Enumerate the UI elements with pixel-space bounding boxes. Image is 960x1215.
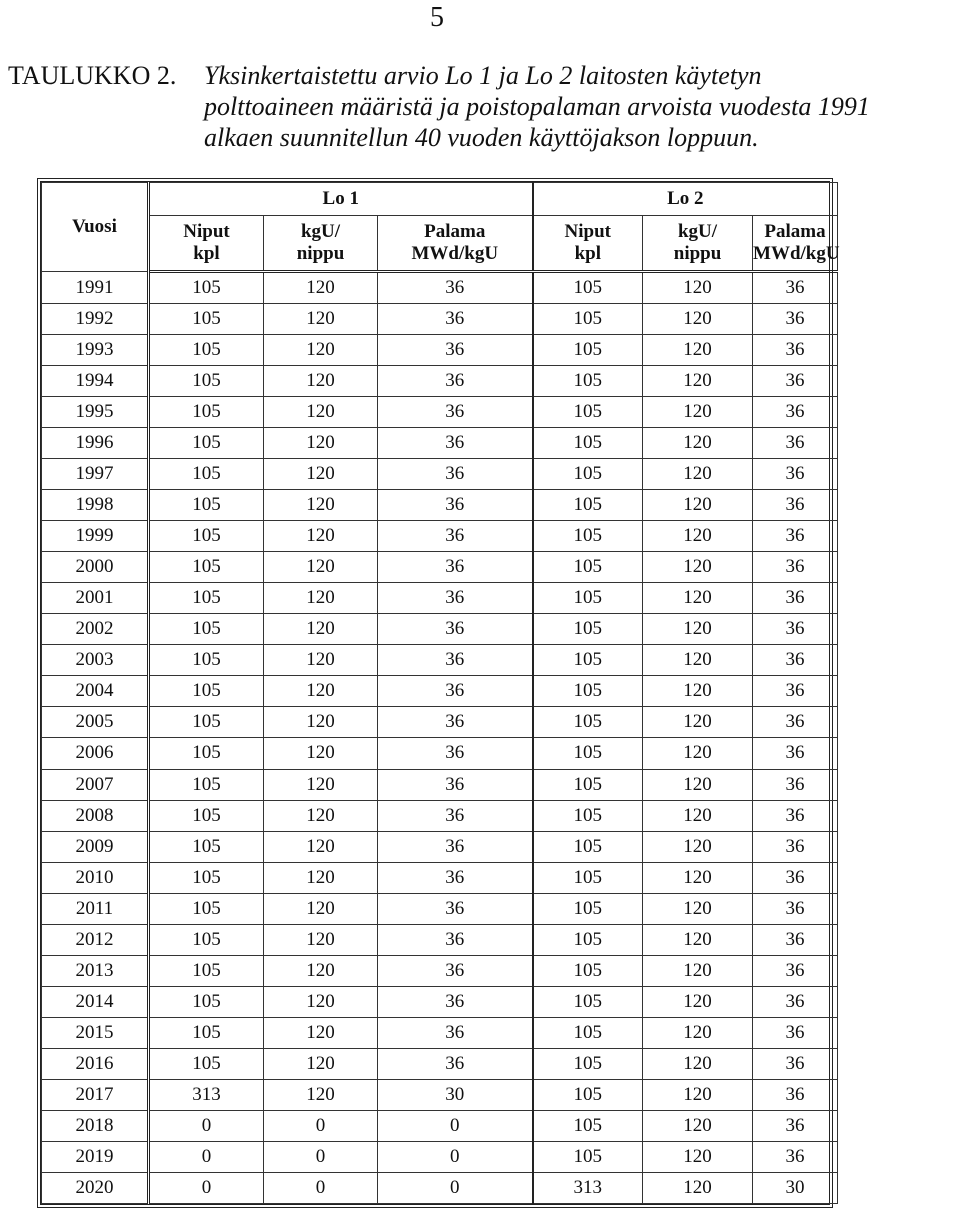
table-row	[42, 521, 838, 552]
table-cell: 120	[264, 1048, 378, 1079]
table-row	[42, 1141, 838, 1172]
table-row	[42, 800, 838, 831]
table-cell: 36	[378, 490, 533, 521]
table-cell: 120	[643, 955, 753, 986]
table-cell: 120	[643, 1110, 753, 1141]
table-cell: 120	[643, 676, 753, 707]
table-cell: 105	[149, 272, 264, 304]
table-cell: 36	[753, 645, 838, 676]
table-cell: 36	[378, 862, 533, 893]
table-cell: 105	[149, 707, 264, 738]
table-cell: 36	[378, 272, 533, 304]
year-cell: 2013	[42, 955, 149, 986]
year-cell: 1993	[42, 335, 149, 366]
table-cell: 36	[378, 459, 533, 490]
fuel-table-frame	[37, 178, 840, 1208]
table-cell: 120	[643, 552, 753, 583]
table-cell: 0	[264, 1141, 378, 1172]
fuel-table	[41, 182, 838, 1204]
year-cell: 1999	[42, 521, 149, 552]
table-cell: 105	[149, 676, 264, 707]
year-cell: 2002	[42, 614, 149, 645]
column-header	[643, 216, 753, 272]
caption-text: Yksinkertaistettu arvio Lo 1 ja Lo 2 laitosten käytetyn polttoaineen määristä ja poistopalaman arvoista vuodesta 1991 alkaen suunnitellun 40 vuoden käyttöjakson loppuun.	[204, 61, 870, 152]
table-cell: 313	[533, 1172, 643, 1203]
table-cell: 105	[149, 831, 264, 862]
table-cell: 30	[378, 1079, 533, 1110]
table-cell: 105	[533, 521, 643, 552]
table-cell: 105	[149, 769, 264, 800]
table-cell: 120	[643, 583, 753, 614]
year-cell: 1992	[42, 304, 149, 335]
year-cell: 2000	[42, 552, 149, 583]
page-number: 5	[430, 2, 444, 33]
column-header	[533, 216, 643, 272]
table-row	[42, 1172, 838, 1203]
table-cell: 105	[533, 397, 643, 428]
year-cell: 1994	[42, 366, 149, 397]
year-cell: 2009	[42, 831, 149, 862]
table-cell: 36	[378, 428, 533, 459]
table-cell: 120	[264, 583, 378, 614]
table-cell: 36	[753, 924, 838, 955]
table-cell: 120	[643, 986, 753, 1017]
table-cell: 36	[378, 335, 533, 366]
year-cell: 2004	[42, 676, 149, 707]
table-row	[42, 1048, 838, 1079]
table-cell: 36	[378, 769, 533, 800]
table-cell: 120	[264, 552, 378, 583]
table-cell: 36	[753, 800, 838, 831]
table-cell: 120	[643, 272, 753, 304]
table-cell: 36	[753, 1110, 838, 1141]
table-row	[42, 1110, 838, 1141]
table-cell: 120	[643, 459, 753, 490]
table-cell: 36	[753, 335, 838, 366]
table-cell: 120	[643, 335, 753, 366]
table-cell: 120	[264, 862, 378, 893]
table-cell: 0	[149, 1172, 264, 1203]
table-cell: 120	[264, 272, 378, 304]
column-header-row	[42, 216, 838, 272]
table-cell: 120	[643, 397, 753, 428]
table-cell: 105	[149, 459, 264, 490]
column-header	[264, 216, 378, 272]
table-cell: 36	[378, 707, 533, 738]
table-cell: 36	[753, 397, 838, 428]
table-cell: 105	[533, 831, 643, 862]
year-cell: 2007	[42, 769, 149, 800]
table-cell: 105	[533, 1048, 643, 1079]
table-cell: 120	[643, 614, 753, 645]
table-cell: 105	[533, 769, 643, 800]
table-cell: 36	[753, 521, 838, 552]
table-row	[42, 335, 838, 366]
caption-label: TAULUKKO 2.	[8, 61, 177, 90]
year-cell: 2019	[42, 1141, 149, 1172]
table-cell: 105	[533, 428, 643, 459]
table-cell: 120	[264, 459, 378, 490]
table-cell: 105	[149, 583, 264, 614]
table-cell: 105	[149, 366, 264, 397]
table-cell: 120	[264, 707, 378, 738]
table-cell: 120	[643, 1172, 753, 1203]
table-row	[42, 986, 838, 1017]
table-cell: 36	[378, 986, 533, 1017]
table-cell: 120	[264, 1079, 378, 1110]
column-header-line1: Palama	[764, 221, 826, 242]
table-cell: 105	[533, 272, 643, 304]
table-cell: 36	[753, 1079, 838, 1110]
table-cell: 36	[753, 366, 838, 397]
table-cell: 105	[533, 366, 643, 397]
table-cell: 105	[149, 552, 264, 583]
table-cell: 120	[643, 831, 753, 862]
table-cell: 36	[378, 955, 533, 986]
table-cell: 105	[533, 707, 643, 738]
table-cell: 0	[149, 1141, 264, 1172]
year-header: Vuosi	[42, 183, 149, 272]
table-cell: 120	[264, 521, 378, 552]
column-header	[378, 216, 533, 272]
table-cell: 105	[533, 583, 643, 614]
table-cell: 105	[533, 459, 643, 490]
table-row	[42, 862, 838, 893]
table-cell: 36	[378, 893, 533, 924]
table-cell: 120	[264, 335, 378, 366]
table-cell: 105	[149, 490, 264, 521]
table-cell: 120	[264, 831, 378, 862]
table-cell: 120	[264, 304, 378, 335]
table-cell: 105	[149, 335, 264, 366]
table-row	[42, 769, 838, 800]
table-cell: 105	[533, 676, 643, 707]
table-cell: 0	[149, 1110, 264, 1141]
table-cell: 120	[264, 986, 378, 1017]
table-cell: 120	[643, 738, 753, 769]
table-cell: 120	[264, 645, 378, 676]
year-cell: 1995	[42, 397, 149, 428]
table-cell: 36	[378, 366, 533, 397]
year-cell: 2010	[42, 862, 149, 893]
table-cell: 36	[378, 552, 533, 583]
table-cell: 120	[264, 490, 378, 521]
group-header-lo2: Lo 2	[533, 183, 838, 216]
table-row	[42, 459, 838, 490]
table-body	[42, 272, 838, 1204]
column-header-line2: kpl	[193, 243, 220, 264]
table-cell: 105	[149, 955, 264, 986]
table-cell: 120	[643, 769, 753, 800]
table-cell: 36	[753, 893, 838, 924]
table-cell: 36	[753, 614, 838, 645]
table-cell: 0	[264, 1172, 378, 1203]
table-row	[42, 1017, 838, 1048]
table-cell: 36	[378, 614, 533, 645]
year-cell: 2003	[42, 645, 149, 676]
year-cell: 1998	[42, 490, 149, 521]
table-cell: 36	[753, 955, 838, 986]
table-cell: 36	[378, 583, 533, 614]
table-cell: 120	[264, 676, 378, 707]
table-row	[42, 490, 838, 521]
year-cell: 2016	[42, 1048, 149, 1079]
table-cell: 120	[264, 614, 378, 645]
year-cell: 2012	[42, 924, 149, 955]
table-cell: 120	[264, 397, 378, 428]
column-header-line1: Palama	[424, 221, 486, 242]
table-row	[42, 428, 838, 459]
table-cell: 36	[378, 645, 533, 676]
table-cell: 120	[643, 924, 753, 955]
column-header-line1: Niput	[564, 221, 612, 242]
table-cell: 105	[149, 800, 264, 831]
table-cell: 120	[264, 800, 378, 831]
table-cell: 36	[378, 521, 533, 552]
table-row	[42, 707, 838, 738]
table-cell: 36	[753, 1017, 838, 1048]
table-cell: 36	[753, 583, 838, 614]
table-cell: 0	[378, 1141, 533, 1172]
table-cell: 105	[533, 1017, 643, 1048]
table-cell: 36	[753, 769, 838, 800]
column-header-line2: nippu	[296, 243, 345, 264]
column-header-line2: nippu	[673, 243, 722, 264]
table-cell: 120	[643, 800, 753, 831]
table-cell: 313	[149, 1079, 264, 1110]
year-cell: 2015	[42, 1017, 149, 1048]
table-cell: 120	[643, 304, 753, 335]
table-cell: 36	[753, 676, 838, 707]
table-cell: 120	[264, 955, 378, 986]
table-cell: 36	[378, 800, 533, 831]
table-cell: 120	[264, 893, 378, 924]
table-cell: 120	[643, 1017, 753, 1048]
year-cell: 2006	[42, 738, 149, 769]
table-cell: 120	[264, 1017, 378, 1048]
table-cell: 105	[533, 862, 643, 893]
table-row	[42, 1079, 838, 1110]
table-cell: 36	[378, 676, 533, 707]
table-cell: 0	[378, 1110, 533, 1141]
table-row	[42, 893, 838, 924]
year-cell: 2011	[42, 893, 149, 924]
table-cell: 120	[643, 1048, 753, 1079]
table-row	[42, 304, 838, 335]
table-row	[42, 552, 838, 583]
column-header	[149, 216, 264, 272]
table-cell: 120	[264, 769, 378, 800]
table-row	[42, 738, 838, 769]
table-cell: 120	[643, 707, 753, 738]
table-cell: 105	[533, 800, 643, 831]
table-row	[42, 366, 838, 397]
year-cell: 2001	[42, 583, 149, 614]
table-cell: 120	[264, 366, 378, 397]
table-cell: 36	[378, 304, 533, 335]
table-cell: 36	[753, 707, 838, 738]
year-cell: 1997	[42, 459, 149, 490]
table-cell: 105	[149, 738, 264, 769]
table-cell: 120	[643, 428, 753, 459]
table-cell: 36	[753, 459, 838, 490]
column-header	[753, 216, 838, 272]
table-cell: 120	[643, 521, 753, 552]
table-cell: 105	[149, 893, 264, 924]
table-cell: 30	[753, 1172, 838, 1203]
group-header-lo1: Lo 1	[149, 183, 533, 216]
year-cell: 1991	[42, 272, 149, 304]
table-cell: 105	[149, 397, 264, 428]
table-cell: 36	[753, 986, 838, 1017]
table-cell: 105	[149, 521, 264, 552]
table-cell: 105	[149, 986, 264, 1017]
year-cell: 2018	[42, 1110, 149, 1141]
table-cell: 36	[378, 397, 533, 428]
year-cell: 2008	[42, 800, 149, 831]
table-row	[42, 831, 838, 862]
table-cell: 105	[149, 428, 264, 459]
table-cell: 36	[753, 272, 838, 304]
table-cell: 36	[753, 862, 838, 893]
table-cell: 105	[533, 304, 643, 335]
column-header-line1: kgU/	[677, 221, 718, 242]
column-header-line1: Niput	[183, 221, 230, 242]
year-cell: 1996	[42, 428, 149, 459]
table-cell: 105	[533, 614, 643, 645]
table-cell: 36	[378, 738, 533, 769]
table-cell: 120	[643, 490, 753, 521]
table-cell: 0	[378, 1172, 533, 1203]
year-cell: 2014	[42, 986, 149, 1017]
table-row	[42, 676, 838, 707]
table-cell: 36	[378, 924, 533, 955]
table-cell: 105	[533, 893, 643, 924]
table-row	[42, 645, 838, 676]
table-cell: 120	[643, 645, 753, 676]
table-cell: 105	[533, 955, 643, 986]
table-cell: 120	[643, 893, 753, 924]
column-header-line2: kpl	[574, 243, 601, 264]
year-cell: 2017	[42, 1079, 149, 1110]
table-row	[42, 272, 838, 304]
table-cell: 120	[643, 366, 753, 397]
table-cell: 36	[753, 1048, 838, 1079]
table-cell: 36	[378, 1048, 533, 1079]
table-cell: 105	[149, 924, 264, 955]
table-cell: 105	[533, 738, 643, 769]
table-row	[42, 955, 838, 986]
table-cell: 105	[149, 614, 264, 645]
table-cell: 105	[533, 1141, 643, 1172]
table-cell: 36	[753, 1141, 838, 1172]
table-cell: 36	[378, 831, 533, 862]
table-cell: 105	[533, 645, 643, 676]
year-cell: 2020	[42, 1172, 149, 1203]
table-cell: 36	[378, 1017, 533, 1048]
table-cell: 36	[753, 490, 838, 521]
table-cell: 105	[533, 986, 643, 1017]
year-cell: 2005	[42, 707, 149, 738]
table-cell: 120	[643, 862, 753, 893]
table-row	[42, 614, 838, 645]
table-cell: 105	[533, 1079, 643, 1110]
table-cell: 120	[264, 428, 378, 459]
table-cell: 120	[264, 924, 378, 955]
table-cell: 36	[753, 738, 838, 769]
table-cell: 36	[753, 552, 838, 583]
table-cell: 120	[264, 738, 378, 769]
table-cell: 105	[533, 924, 643, 955]
table-row	[42, 583, 838, 614]
table-cell: 105	[533, 490, 643, 521]
table-cell: 105	[533, 1110, 643, 1141]
column-header-line1: kgU/	[300, 221, 341, 242]
table-cell: 105	[149, 1017, 264, 1048]
table-cell: 105	[149, 645, 264, 676]
table-cell: 36	[753, 304, 838, 335]
table-cell: 105	[533, 335, 643, 366]
table-cell: 105	[149, 862, 264, 893]
table-cell: 36	[753, 831, 838, 862]
column-header-line2: MWd/kgU	[753, 243, 840, 264]
table-row	[42, 397, 838, 428]
table-row	[42, 924, 838, 955]
table-cell: 120	[643, 1141, 753, 1172]
table-cell: 105	[533, 552, 643, 583]
table-cell: 105	[149, 304, 264, 335]
column-header-line2: MWd/kgU	[411, 243, 499, 264]
table-cell: 0	[264, 1110, 378, 1141]
table-cell: 105	[149, 1048, 264, 1079]
table-cell: 36	[753, 428, 838, 459]
table-cell: 120	[643, 1079, 753, 1110]
